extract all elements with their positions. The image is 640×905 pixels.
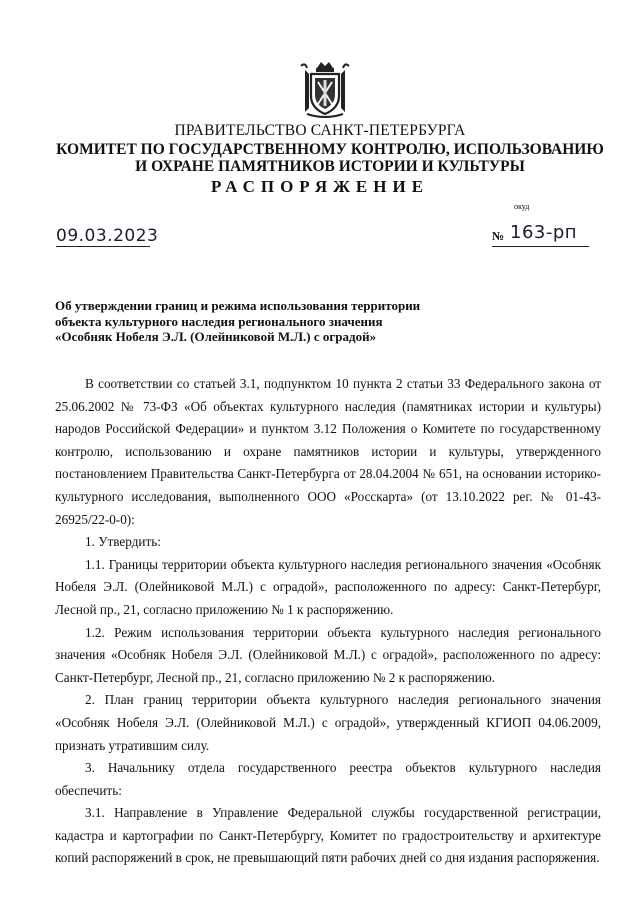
document-body: [55, 373, 601, 870]
document-date: 09.03.2023: [56, 226, 159, 246]
government-name: ПРАВИТЕЛЬСТВО САНКТ-ПЕТЕРБУРГА: [174, 122, 466, 139]
clause-1: 1. Утвердить:: [85, 534, 161, 550]
clause-1-1: 1.1. Границы территории объекта культурного наследия регионального значения «Особняк Нобеля Э.Л. (Олейниковой М.Л.) с оградой», расположенного по адресу: Санкт-Петербург, Лесной пр., 21, согласно приложению № 1 к распоряжению.: [55, 556, 601, 617]
okud-label: окуд: [514, 202, 530, 211]
clause-3-1: 3.1. Направление в Управление Федеральной службы государственной регистрации, кадастра и картографии по Санкт-Петербургу, Комитет по градостроительству и архитектуре копий распоряжений в срок, не превышающий пяти рабочих дней со дня издания распоряжения.: [55, 805, 601, 866]
document-number: 163-рп: [510, 222, 578, 243]
document-type-heading: РАСПОРЯЖЕНИЕ: [210, 177, 430, 196]
subject-line: Об утверждении границ и режима использования территории: [55, 298, 421, 313]
document-subject: [55, 298, 475, 345]
clause-2: 2. План границ территории объекта культурного наследия регионального значения «Особняк Нобеля Э.Л. (Олейниковой М.Л.) с оградой», утвержденный КГИОП 04.06.2009, признать утратившим силу.: [55, 692, 601, 753]
clause-1-2: 1.2. Режим использования территории объекта культурного наследия регионального значения «Особняк Нобеля Э.Л. (Олейниковой М.Л.) с оградой», расположенного по адресу: Санкт-Петербург, Лесной пр., 21, согласно приложению № 2 к распоряжению.: [55, 624, 601, 685]
committee-name: [40, 141, 620, 175]
clause-3: 3. Начальнику отдела государственного реестра объектов культурного наследия обеспечить:: [55, 760, 601, 798]
document-number-field: [492, 222, 589, 247]
coat-of-arms-icon: [297, 58, 353, 120]
committee-name-line1: КОМИТЕТ ПО ГОСУДАРСТВЕННОМУ КОНТРОЛЮ, ИСПОЛЬЗОВАНИЮ: [56, 141, 604, 158]
preamble-paragraph: В соответствии со статьей 3.1, подпунктом 10 пункта 2 статьи 33 Федерального закона от 25.06.2002 № 73-ФЗ «Об объектах культурного наследия (памятниках истории и культуры) народов Российской Федерации» и пунктом 3.12 Положения о Комитете по государственному контролю, использованию и охране памятников истории и культуры, утвержденного постановлением Правительства Санкт-Петербурга от 28.04.2004 № 651, на основании историко-культурного исследования, выполненного ООО «Росскарта» (от 13.10.2022 рег. № 01-43-26925/22-0-0):: [55, 376, 601, 527]
subject-line: «Особняк Нобеля Э.Л. (Олейниковой М.Л.) с оградой»: [55, 329, 377, 344]
committee-name-line2: И ОХРАНЕ ПАМЯТНИКОВ ИСТОРИИ И КУЛЬТУРЫ: [135, 158, 525, 175]
subject-line: объекта культурного наследия регионального значения: [55, 313, 383, 329]
number-sign: №: [492, 229, 505, 243]
